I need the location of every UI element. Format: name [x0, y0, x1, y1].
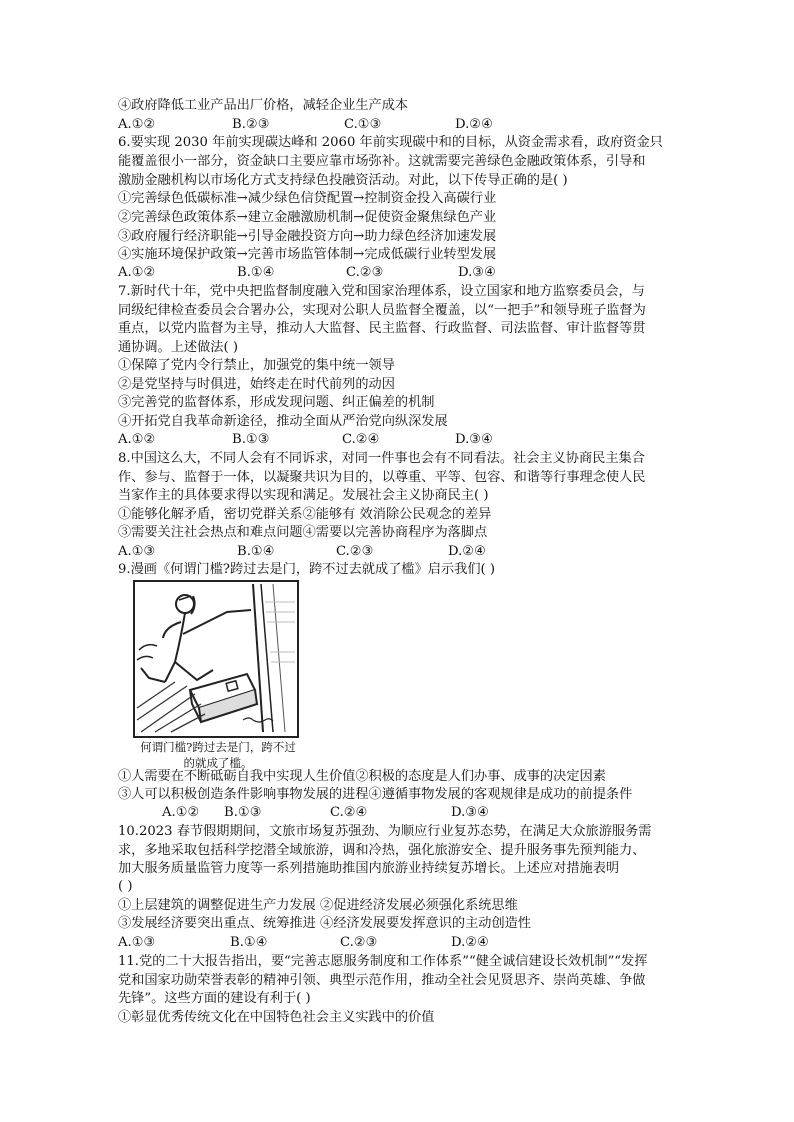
q6-choice-a: A.①② [118, 265, 156, 280]
q5-choice-b: B.②③ [232, 117, 270, 132]
q8-choice-d: D.②④ [448, 544, 486, 559]
q7-stem-line: 重点，以党内监督为主导，推动人大监督、民主监督、行政监督、司法监督、审计监督等贯 [118, 321, 646, 336]
q9-statement: ①人需要在不断砥砺自我中实现人生价值②积极的态度是人们办事、成事的决定因素 [118, 769, 606, 784]
q10-stem-line: 10.2023 春节假期期间，文旅市场复苏强劲、为顺应行业复苏态势，在满足大众旅游服务需 [118, 824, 652, 839]
q9-choice-a: A.①② [162, 805, 200, 820]
q6-statement: ③政府履行经济职能→引导金融投资方向→助力绿色经济加速发展 [118, 229, 497, 244]
q6-statement: ①完善绿色低碳标准→减少绿色信贷配置→控制资金投入高碳行业 [118, 191, 497, 206]
q6-choice-b: B.①④ [237, 265, 275, 280]
q8-stem-line: 8.中国这么大，不同人会有不同诉求，对同一件事也会有不同看法。社会主义协商民主集合 [118, 451, 645, 466]
q10-choice-a: A.①③ [118, 935, 156, 950]
q10-stem-line: 求，多地采取包括科学挖潜全域旅游，调和冷热，强化旅游安全、提升服务事先预判能力、 [118, 843, 646, 858]
q7-statement: ①保障了党内令行禁止，加强党的集中统一领导 [118, 358, 395, 373]
q6-stem-line: 激励金融机构以市场化方式支持绿色投融资活动。对此，以下传导正确的是( ) [118, 173, 568, 188]
cartoon-drawing [135, 582, 297, 736]
q7-statement: ③完善党的监督体系，形成发现问题、纠正偏差的机制 [118, 395, 435, 410]
q6-stem-line: 6.要实现 2030 年前实现碳达峰和 2060 年前实现碳中和的目标，从资金需求看，政府资金只 [118, 135, 663, 150]
q8-choice-c: C.②③ [336, 544, 374, 559]
q9-stem-line: 9.漫画《何谓门槛?跨过去是门，跨不过去就成了槛》启示我们( ) [118, 562, 496, 577]
q6-choice-d: D.③④ [458, 265, 496, 280]
q5-option-4: ④政府降低工业产品出厂价格，减轻企业生产成本 [118, 98, 409, 113]
q10-stem-line: 加大服务质量监管力度等一系列措施助推国内旅游业持续复苏增长。上述应对措施表明 [118, 861, 620, 876]
q6-choice-c: C.②③ [346, 265, 384, 280]
q8-statement: ③需要关注社会热点和难点问题④需要以完善协商程序为落脚点 [118, 525, 488, 540]
q7-stem-line: 7.新时代十年，党中央把监督制度融入党和国家治理体系，设立国家和地方监察委员会，与 [118, 284, 645, 299]
q7-choice-d: D.③④ [455, 432, 493, 447]
q10-statement: ③发展经济要突出重点、统筹推进 ④经济发展要发挥意识的主动创造性 [118, 916, 532, 931]
q8-stem-line: 当家作主的具体要求得以实现和满足。发展社会主义协商民主( ) [118, 488, 489, 503]
q7-statement: ④开拓党自我革命新途径，推动全面从严治党向纵深发展 [118, 414, 448, 429]
q8-statement: ①能够化解矛盾，密切党群关系②能够有 效消除公民观念的差异 [118, 507, 492, 522]
q9-choice-d: D.③④ [451, 805, 489, 820]
q10-choice-d: D.②④ [451, 935, 489, 950]
q6-statement: ②完善绿色政策体系→建立金融激励机制→促使资金聚焦绿色产业 [118, 210, 497, 225]
q6-stem-line: 能覆盖很小一部分，资金缺口主要应靠市场弥补。这就需要完善绿色金融政策体系，引导和 [118, 154, 646, 169]
q5-choice-d: D.②④ [455, 117, 493, 132]
q7-statement: ②是党坚持与时俱进，始终走在时代前列的动因 [118, 377, 395, 392]
q9-choice-b: B.①③ [224, 805, 262, 820]
q8-choice-a: A.①③ [118, 544, 156, 559]
q11-stem-line: 先锋”。这些方面的建设有利于( ) [118, 991, 311, 1006]
cartoon-image [133, 580, 299, 738]
q5-choice-a: A.①② [118, 117, 156, 132]
q11-stem-line: 11.党的二十大报告指出，要“完善志愿服务制度和工作体系”“健全诚信建设长效机制”“发挥 [118, 954, 648, 969]
q7-choice-c: C.②④ [342, 432, 380, 447]
q7-stem-line: 通协调。上述做法( ) [118, 340, 238, 355]
q10-stem-line: ( ) [118, 879, 133, 894]
cartoon-caption-line2: 的就成了槛。 [183, 756, 253, 770]
q6-statement: ④实施环境保护政策→完善市场监管体制→完成低碳行业转型发展 [118, 247, 497, 262]
q7-stem-line: 同级纪律检查委员会合署办公，实现对公职人员监督全覆盖，以“一把手”和领导班子监督为 [118, 303, 646, 318]
q5-choice-c: C.①③ [344, 117, 382, 132]
q11-stem-line: 党和国家功勋荣誉表彰的精神引领、典型示范作用，推动全社会见贤思齐、崇尚英雄、争做 [118, 973, 646, 988]
q9-statement: ③人可以积极创造条件影响事物发展的进程④遵循事物发展的客观规律是成功的前提条件 [118, 787, 633, 802]
q10-choice-c: C.②③ [340, 935, 378, 950]
q7-choice-a: A.①② [118, 432, 156, 447]
q10-statement: ①上层建筑的调整促进生产力发展 ②促进经济发展必须强化系统思维 [118, 898, 518, 913]
q7-choice-b: B.①③ [232, 432, 270, 447]
q8-choice-b: B.①④ [237, 544, 275, 559]
cartoon-caption-line1: 何谓门槛?跨过去是门，跨不过 [140, 740, 296, 754]
q10-choice-b: B.①④ [230, 935, 268, 950]
q9-choice-c: C.②④ [330, 805, 368, 820]
q11-statement: ①彰显优秀传统文化在中国特色社会主义实践中的价值 [118, 1010, 435, 1025]
q8-stem-line: 作、参与、监督于一体，以凝聚共识为目的，以尊重、平等、包容、和谐等行事理念使人民 [118, 470, 646, 485]
